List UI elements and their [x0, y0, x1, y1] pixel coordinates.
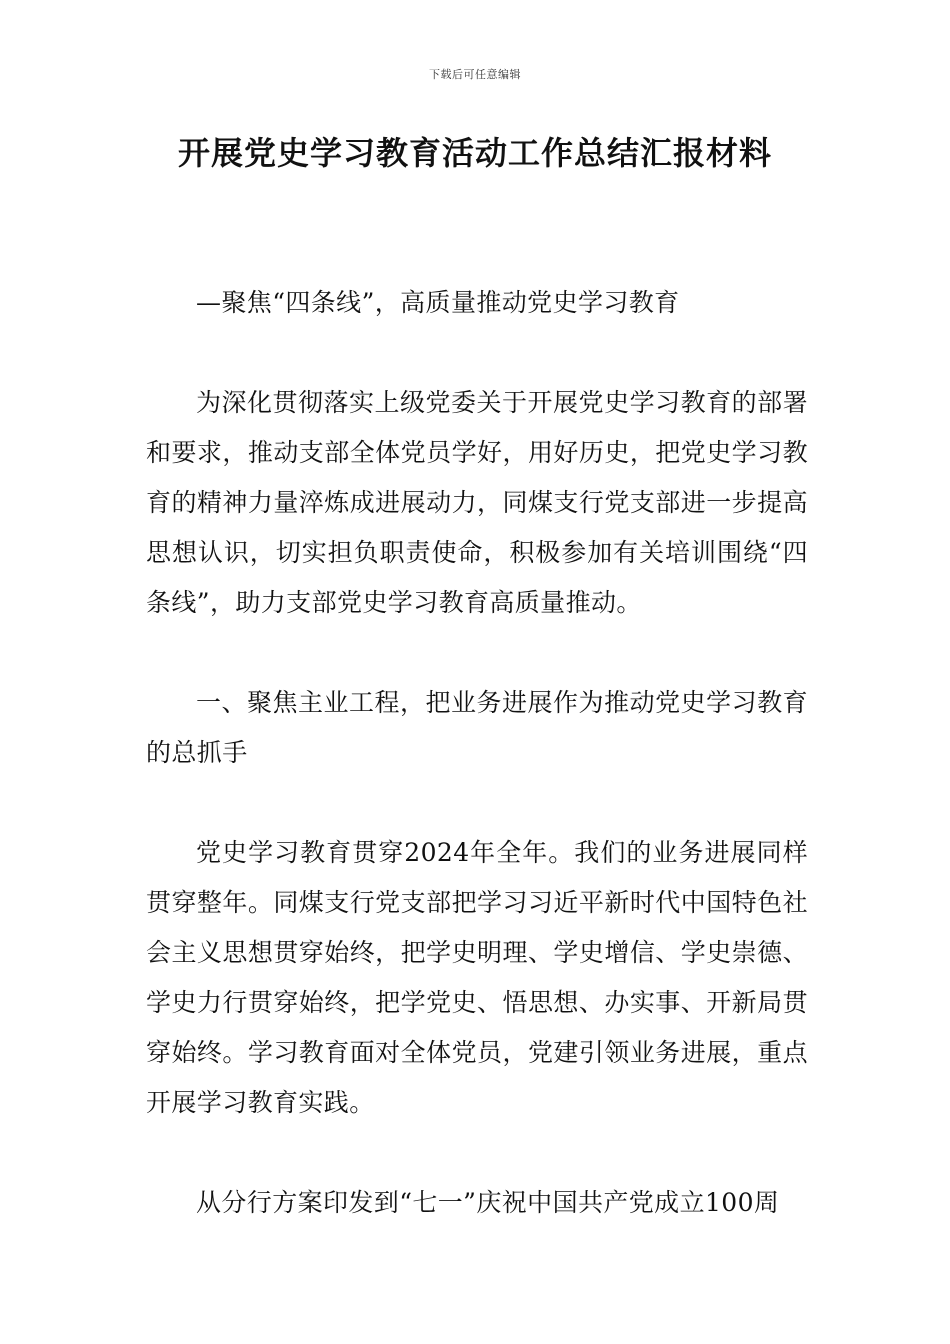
paragraph-gap: [146, 778, 808, 828]
document-subtitle: —聚焦“四条线”，高质量推动党史学习教育: [196, 288, 680, 317]
paragraph-intro: 为深化贯彻落实上级党委关于开展党史学习教育的部署和要求，推动支部全体党员学好，用好历史，把党史学习教育的精神力量淬炼成进展动力，同煤支行党支部进一步提高思想认识，切实担负职责使命，积极参加有关培训围绕“四条线”，助力支部党史学习教育高质量推动。: [146, 388, 808, 617]
paragraph-section-1: 党史学习教育贯穿2024年全年。我们的业务进展同样贯穿整年。同煤支行党支部把学习习近平新时代中国特色社会主义思想贯穿始终，把学史明理、学史增信、学史崇德、学史力行贯穿始终，把学党史、悟思想、办实事、开新局贯穿始终。学习教育面对全体党员，党建引领业务进展，重点开展学习教育实践。: [146, 838, 808, 1117]
paragraph-gap: [146, 628, 808, 678]
header-note: 下载后可任意编辑: [429, 68, 521, 81]
document-body: [146, 278, 808, 1228]
paragraph-gap: [146, 1128, 808, 1178]
document-title: 开展党史学习教育活动工作总结汇报材料: [177, 134, 772, 172]
section-heading-1: 一、聚焦主业工程，把业务进展作为推动党史学习教育的总抓手: [146, 688, 808, 767]
paragraph-gap: [146, 328, 808, 378]
paragraph-continued: 从分行方案印发到“七一”庆祝中国共产党成立100周: [196, 1188, 780, 1217]
